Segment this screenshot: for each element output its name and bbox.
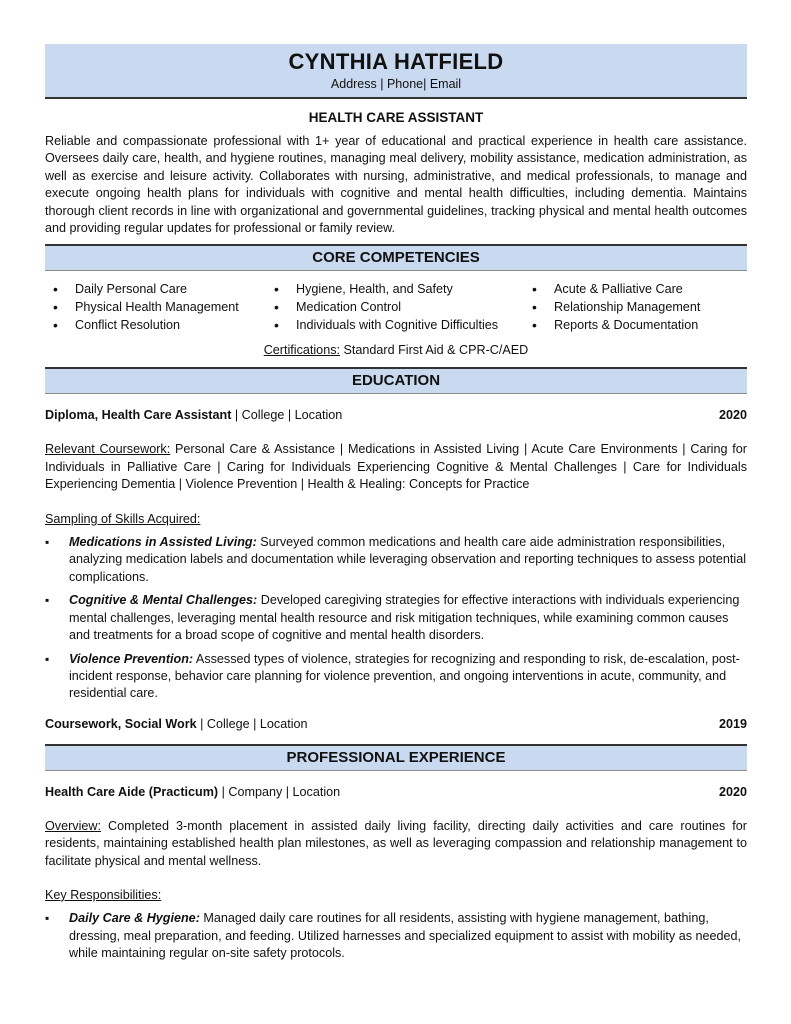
competencies-column-3 bbox=[524, 280, 744, 334]
responsibilities-list bbox=[45, 910, 747, 962]
overview-label: Overview: bbox=[45, 818, 101, 833]
overview-paragraph bbox=[45, 818, 747, 870]
skill-text: Surveyed common medications and health care aide administration responsibilities, analyzing medication labels and documentation while leveraging observation and reporting techniques to assess potential complications. bbox=[69, 535, 746, 584]
certifications-value: Standard First Aid & CPR-C/AED bbox=[340, 343, 529, 358]
certifications-label: Certifications: bbox=[263, 343, 340, 358]
competency-item: • Conflict Resolution bbox=[45, 316, 266, 334]
diploma-year: 2020 bbox=[718, 408, 747, 423]
competency-item: • Medication Control bbox=[266, 298, 524, 316]
skill-title: Medications in Assisted Living: bbox=[69, 535, 257, 550]
coursework-text: Personal Care & Assistance | Medications in Assisted Living | Acute Care Environments | Caring for Individuals in Palliative Care | Caring for Individuals Experiencing Cognitive & Mental Challenges | Care for Individuals Experiencing Dementia | Violence Prevention | Health & Healing: Concepts for Practice bbox=[45, 442, 747, 492]
responsibility-item bbox=[45, 910, 747, 962]
job-year: 2020 bbox=[718, 784, 747, 799]
job-company: | Company | Location bbox=[218, 784, 341, 799]
responsibility-text: Managed daily care routines for all residents, assisting with hygiene management, bathing, dressing, meal preparation, and feeding. Utilized harnesses and specialized equipment to assist with mobility as needed, while maintaining regular on-site safety protocols. bbox=[69, 911, 742, 961]
section-heading-education: EDUCATION bbox=[45, 367, 747, 394]
certifications-line bbox=[45, 341, 747, 359]
social-work-title: Coursework, Social Work bbox=[45, 716, 197, 731]
competencies-column-1 bbox=[45, 280, 266, 334]
skills-label: Sampling of Skills Acquired: bbox=[45, 511, 201, 526]
competencies-column-2 bbox=[266, 280, 524, 334]
skill-title: Violence Prevention: bbox=[69, 651, 194, 666]
social-work-institution: | College | Location bbox=[196, 716, 308, 731]
competency-item: • Relationship Management bbox=[524, 298, 744, 316]
summary-paragraph: Reliable and compassionate professional with 1+ year of educational and practical experience in health care assistance. Oversees daily care, health, and hygiene routines, managing meal delivery, mobility assistance, medication administration, as well as exercise and leisure activity. Collaborates with nursing, administrative, and medical professionals, to manage and execute ongoing health plans for individuals with cognitive and mental health difficulties, including dementia. Maintains thorough client records in line with organizational and governmental guidelines, tracking physical and mental health outcomes and providing regular updates for professional or family review. bbox=[45, 134, 747, 236]
resume-page bbox=[45, 44, 747, 969]
contact-line: Address | Phone| Email bbox=[330, 77, 462, 91]
competency-item: • Acute & Palliative Care bbox=[524, 280, 744, 298]
skill-item bbox=[45, 592, 747, 644]
education-entry-diploma bbox=[45, 406, 747, 424]
job-role: Health Care Aide (Practicum) bbox=[45, 784, 219, 799]
competency-item: • Physical Health Management bbox=[45, 298, 266, 316]
competency-item: • Hygiene, Health, and Safety bbox=[266, 280, 524, 298]
job-entry bbox=[45, 783, 747, 801]
diploma-title: Diploma, Health Care Assistant bbox=[45, 408, 232, 423]
responsibility-title: Daily Care & Hygiene: bbox=[69, 911, 200, 926]
skill-text: Developed caregiving strategies for effective interactions with individuals experiencing mental challenges, leveraging mental health resource and risk mitigation techniques, while examining common causes and treatments for a broad scope of cognitive and mental health disorders. bbox=[69, 593, 740, 643]
overview-text: Completed 3-month placement in assisted daily living facility, directing daily activities and care routines for residents, maintaining established health plan milestones, as well as leveraging compassion and relationship management to facilitate physical and mental wellness. bbox=[45, 818, 747, 868]
competency-item: • Daily Personal Care bbox=[45, 280, 266, 298]
coursework-label: Relevant Coursework: bbox=[45, 442, 171, 457]
candidate-name: CYNTHIA HATFIELD bbox=[288, 49, 504, 74]
skill-item bbox=[45, 534, 747, 586]
skill-title: Cognitive & Mental Challenges: bbox=[69, 593, 258, 608]
section-heading-experience: PROFESSIONAL EXPERIENCE bbox=[45, 744, 747, 771]
responsibilities-label: Key Responsibilities: bbox=[45, 887, 162, 902]
skill-item bbox=[45, 651, 747, 703]
education-entry-social-work bbox=[45, 715, 747, 733]
header-band bbox=[45, 44, 747, 99]
competencies-grid bbox=[45, 280, 747, 334]
coursework-paragraph bbox=[45, 441, 747, 493]
diploma-institution: | College | Location bbox=[231, 408, 343, 423]
skill-text: Assessed types of violence, strategies for recognizing and responding to risk, de-escalation, post-incident response, behavior care planning for violence prevention, and ongoing interventions in acute, community, and residential care. bbox=[69, 651, 740, 701]
skills-list bbox=[45, 534, 747, 703]
social-work-year: 2019 bbox=[718, 716, 747, 731]
section-heading-core: CORE COMPETENCIES bbox=[45, 244, 747, 271]
competency-item: • Individuals with Cognitive Difficulties bbox=[266, 316, 524, 334]
job-title: HEALTH CARE ASSISTANT bbox=[308, 110, 484, 125]
competency-item: • Reports & Documentation bbox=[524, 316, 744, 334]
